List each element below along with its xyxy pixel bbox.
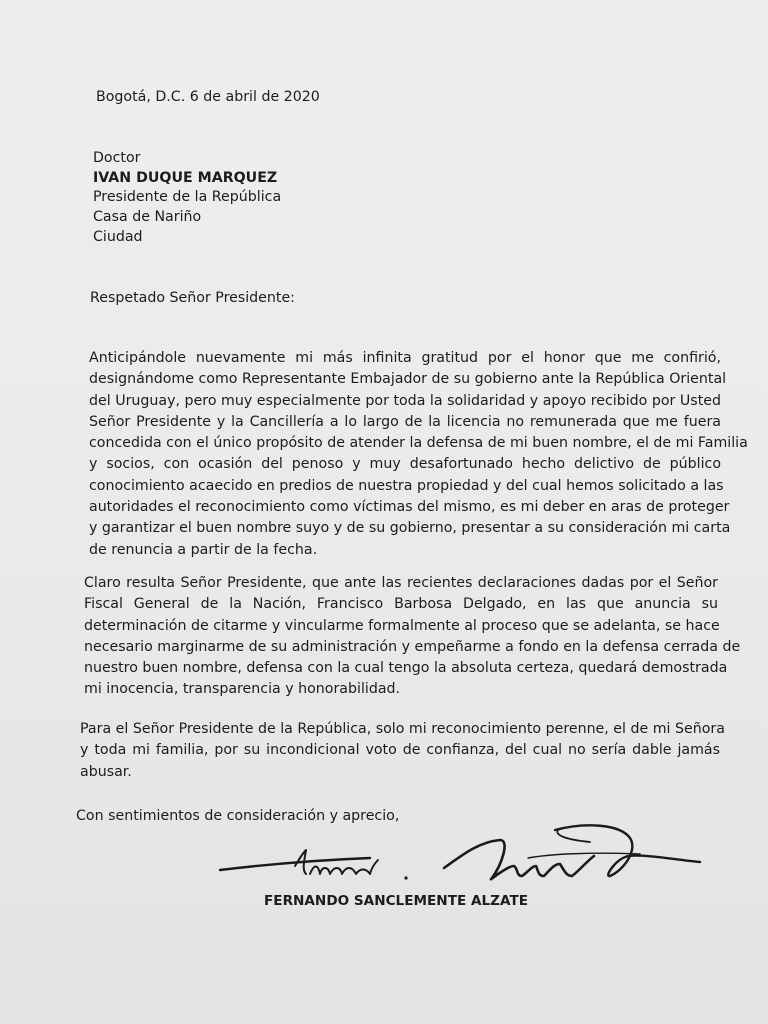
closing-line: Con sentimientos de consideración y aprecio, [76, 808, 400, 824]
paragraph-line: y garantizar el buen nombre suyo y de su gobierno, presentar a su consideración mi carta [89, 520, 731, 537]
recipient-city: Ciudad [93, 229, 143, 245]
paragraph-line: abusar. [80, 763, 132, 780]
paragraph-line: Señor Presidente y la Cancillería a lo largo de la licencia no remunerada que me fuera [89, 413, 721, 430]
paragraph-line: concedida con el único propósito de atender la defensa de mi buen nombre, el de mi Familia [89, 435, 748, 452]
recipient-place: Casa de Nariño [93, 209, 202, 225]
paragraph-line: y toda mi familia, por su incondicional voto de confianza, del cual no sería dable jamás [80, 742, 720, 759]
date-line: Bogotá, D.C. 6 de abril de 2020 [96, 89, 320, 105]
paragraph-line: autoridades el reconocimiento como víctimas del mismo, es mi deber en aras de proteger [89, 499, 730, 516]
paragraph-line: necesario marginarme de su administración y empeñarme a fondo en la defensa cerrada de [84, 638, 741, 655]
paragraph-line: conocimiento acaecido en predios de nuestra propiedad y del cual hemos solicitado a las [89, 477, 724, 494]
paragraph-line: designándome como Representante Embajador de su gobierno ante la República Oriental [89, 371, 727, 388]
paragraph-line: determinación de citarme y vincularme formalmente al proceso que se adelanta, se hace [84, 617, 720, 634]
paragraph-line: Claro resulta Señor Presidente, que ante las recientes declaraciones dadas por el Señor [84, 575, 718, 591]
salutation: Respetado Señor Presidente: [90, 290, 295, 306]
recipient-title: Doctor [93, 150, 141, 166]
paragraph-2 [84, 573, 741, 701]
recipient-name: IVAN DUQUE MARQUEZ [93, 170, 278, 186]
recipient-position: Presidente de la República [93, 189, 282, 205]
paragraph-line: mi inocencia, transparencia y honorabilidad. [84, 681, 401, 698]
paragraph-line: Fiscal General de la Nación, Francisco Barbosa Delgado, en las que anuncia su [84, 596, 718, 613]
paragraph-line: nuestro buen nombre, defensa con la cual tengo la absoluta certeza, quedará demostrada [84, 660, 728, 677]
handwritten-signature [210, 818, 710, 900]
paragraph-3 [80, 719, 725, 783]
paragraph-line: del Uruguay, pero muy especialmente por toda la solidaridad y apoyo recibido por Usted [89, 392, 721, 409]
paragraph-line: Anticipándole nuevamente mi más infinita gratitud por el honor que me confirió, [89, 350, 721, 366]
signer-name: FERNANDO SANCLEMENTE ALZATE [264, 893, 529, 909]
paragraph-line: y socios, con ocasión del penoso y muy desafortunado hecho delictivo de público [89, 456, 721, 473]
paragraph-line: de renuncia a partir de la fecha. [89, 541, 318, 558]
paragraph-1 [89, 348, 748, 561]
paragraph-line: Para el Señor Presidente de la República, solo mi reconocimiento perenne, el de mi Señora [80, 721, 725, 737]
